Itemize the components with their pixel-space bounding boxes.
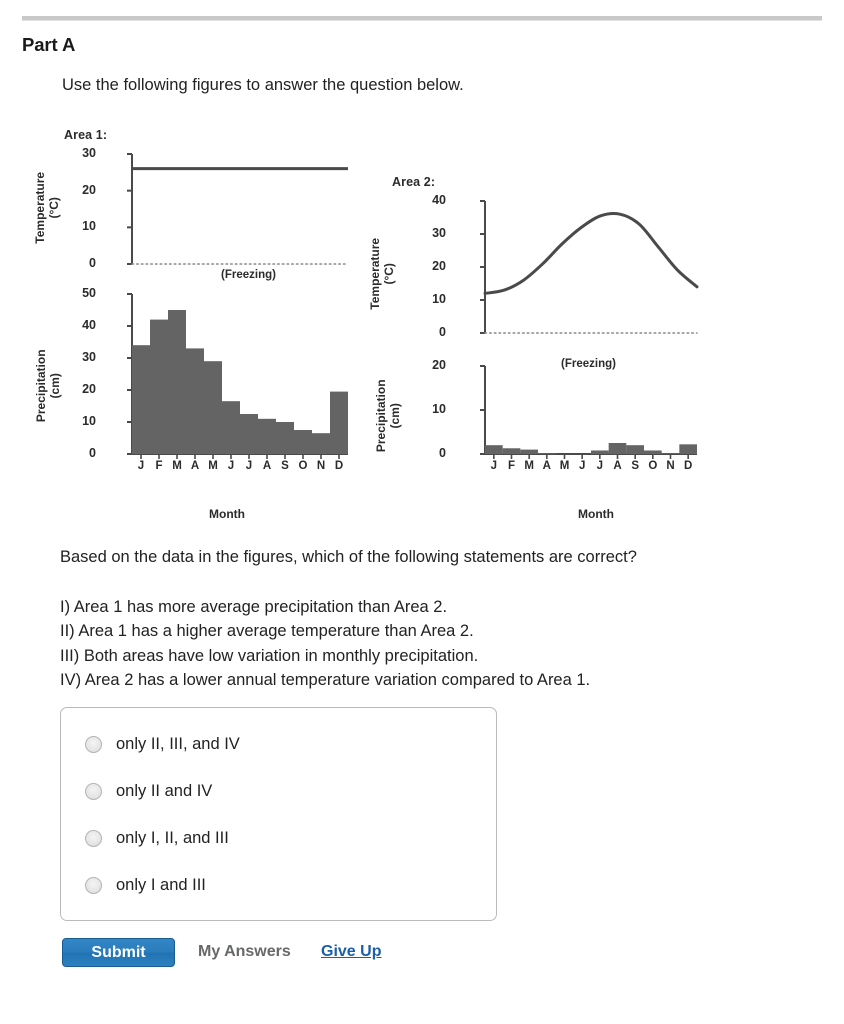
radio-button-1[interactable]: [85, 736, 102, 753]
radio-button-4[interactable]: [85, 877, 102, 894]
a1-month-J-6: J: [245, 460, 253, 472]
a1-month-J-5: J: [227, 460, 235, 472]
choice-option-1[interactable]: [85, 735, 240, 754]
radio-button-3[interactable]: [85, 830, 102, 847]
a1-prec-ytick-0: 0: [89, 446, 96, 460]
a1-month-A-7: A: [262, 460, 272, 472]
a2-month-M-2: M: [524, 460, 534, 472]
a1-month-D-11: D: [334, 460, 344, 472]
a1-month-J-0: J: [137, 460, 145, 472]
top-divider: [22, 16, 822, 21]
choice-label-4: only I and III: [116, 876, 206, 894]
intro-text: Use the following figures to answer the question below.: [62, 76, 464, 94]
area1-freezing-label: (Freezing): [221, 269, 276, 281]
a2-month-J-0: J: [490, 460, 498, 472]
area2-temperature-plot: [453, 195, 701, 347]
a1-month-F-1: F: [155, 460, 163, 472]
choice-option-2[interactable]: [85, 782, 212, 801]
choice-label-1: only II, III, and IV: [116, 735, 240, 753]
a2-month-D-11: D: [684, 460, 693, 472]
a2-month-O-9: O: [648, 460, 658, 472]
statement-item: III) Both areas have low variation in monthly precipitation.: [60, 646, 479, 665]
question-text: Based on the data in the figures, which of the following statements are correct?: [60, 548, 637, 566]
a2-temp-ytick-40: 40: [432, 193, 446, 207]
area2-precipitation-axis-units: (cm): [388, 403, 402, 429]
submit-button[interactable]: Submit: [62, 938, 175, 967]
a2-temp-ytick-0: 0: [439, 325, 446, 339]
a1-temp-ytick-0: 0: [89, 256, 96, 270]
a1-month-N-10: N: [316, 460, 326, 472]
a1-temp-ytick-20: 20: [82, 182, 96, 197]
a2-month-A-7: A: [613, 460, 622, 472]
area2-temperature-axis-title: [369, 219, 397, 329]
choice-label-3: only I, II, and III: [116, 829, 229, 847]
area1-temperature-axis-title-text: Temperature: [33, 171, 48, 244]
area1-month-axis-title: Month: [209, 507, 245, 521]
area2-temperature-axis-units: (°C): [382, 263, 396, 285]
answer-choices-group: [60, 707, 497, 921]
a2-temp-ytick-30: 30: [432, 226, 446, 240]
area2-precipitation-axis-title-text: Precipitation: [374, 379, 389, 453]
a2-temp-ytick-20: 20: [432, 259, 446, 273]
choice-label-2: only II and IV: [116, 782, 213, 800]
a1-month-A-3: A: [190, 460, 200, 472]
a1-month-S-8: S: [281, 460, 289, 472]
a2-month-J-5: J: [578, 460, 586, 472]
a1-temp-ytick-30: 30: [82, 146, 96, 160]
a2-month-N-10: N: [666, 460, 675, 472]
area1-precipitation-axis-units: (cm): [48, 373, 62, 399]
a2-prec-ytick-20: 20: [432, 358, 446, 372]
a1-prec-ytick-50: 50: [82, 286, 96, 300]
choice-option-3[interactable]: [85, 829, 229, 848]
a2-prec-ytick-0: 0: [439, 446, 446, 460]
statement-list: [60, 595, 590, 692]
area2-freezing-label: (Freezing): [561, 358, 616, 370]
a1-month-O-9: O: [298, 460, 308, 472]
a2-month-J-6: J: [596, 460, 604, 472]
area1-temperature-axis-units: (°C): [47, 197, 61, 219]
a1-month-M-4: M: [208, 460, 218, 472]
a2-temp-ytick-10: 10: [432, 292, 446, 306]
give-up-link[interactable]: Give Up: [321, 943, 382, 960]
climate-figure: [0, 120, 844, 530]
a1-prec-ytick-20: 20: [82, 382, 96, 396]
a2-prec-ytick-10: 10: [432, 402, 446, 416]
area1-temperature-axis-title: [34, 153, 62, 263]
statement-item: I) Area 1 has more average precipitation than Area 2.: [60, 598, 448, 616]
area2-precipitation-axis-title: [375, 357, 403, 475]
a2-month-M-4: M: [559, 460, 570, 472]
area1-precipitation-plot: [96, 288, 351, 478]
a1-prec-ytick-30: 30: [82, 350, 96, 364]
a2-month-S-8: S: [631, 460, 639, 472]
area1-precipitation-axis-title-text: Precipitation: [34, 349, 49, 423]
a1-prec-ytick-10: 10: [82, 414, 96, 428]
a2-month-F-1: F: [507, 460, 516, 472]
area2-caption: Area 2:: [392, 175, 436, 189]
a1-prec-ytick-40: 40: [82, 318, 96, 332]
radio-button-2[interactable]: [85, 783, 102, 800]
area1-precipitation-axis-title: [35, 327, 63, 445]
area1-caption: Area 1:: [64, 128, 108, 142]
a1-temp-ytick-10: 10: [82, 219, 96, 234]
area2-temperature-axis-title-text: Temperature: [368, 237, 383, 310]
choice-option-4[interactable]: [85, 876, 206, 895]
statement-item: II) Area 1 has a higher average temperature than Area 2.: [60, 622, 474, 641]
a1-month-M-2: M: [172, 460, 182, 472]
page-title: Part A: [22, 34, 76, 55]
my-answers-button[interactable]: My Answers: [198, 943, 291, 960]
area1-temperature-plot: [96, 148, 351, 274]
a2-month-A-3: A: [542, 460, 551, 472]
area2-month-axis-title: Month: [578, 507, 614, 521]
statement-item: IV) Area 2 has a lower annual temperature variation compared to Area 1.: [60, 670, 591, 689]
